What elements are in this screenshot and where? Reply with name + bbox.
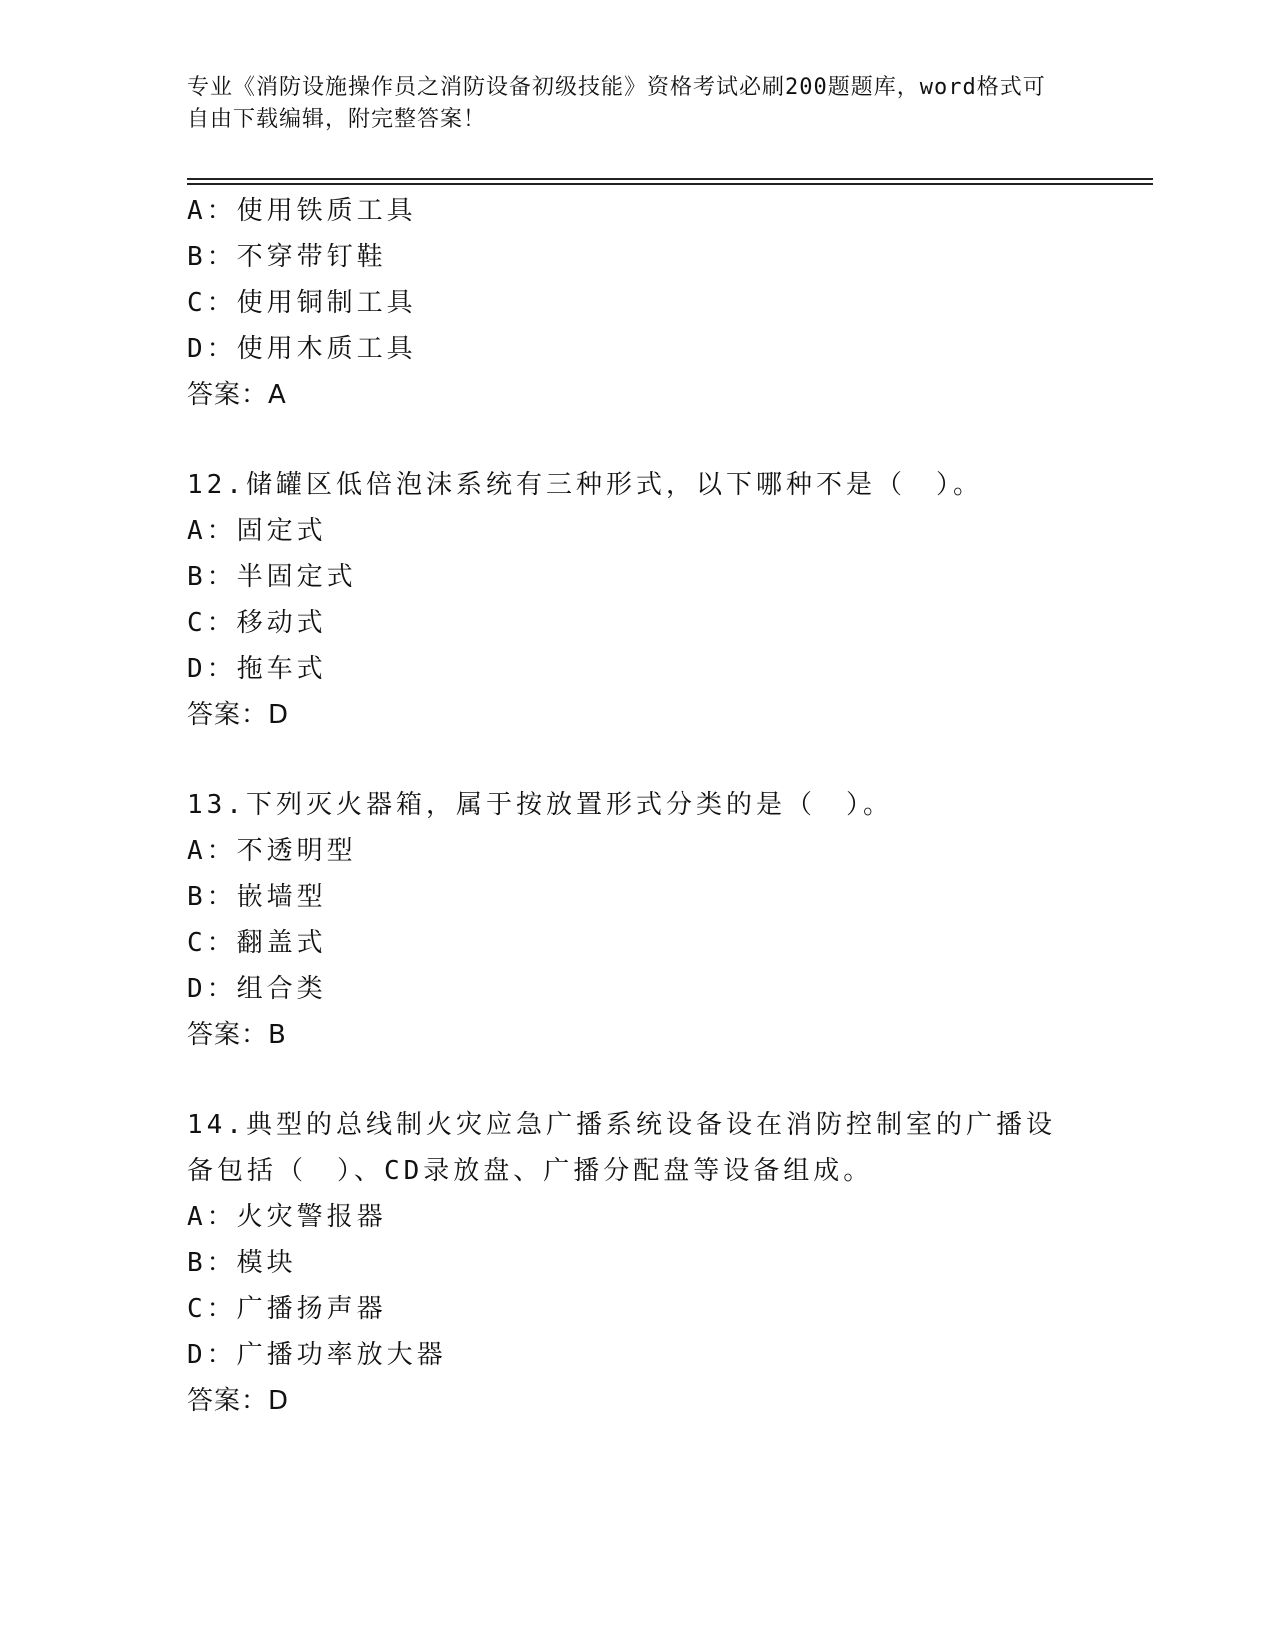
answer-line: 答案：B (187, 1020, 287, 1050)
answer-line: 答案：D (187, 700, 290, 730)
option-b: B：半固定式 (187, 562, 357, 592)
header-divider-top (187, 178, 1153, 180)
question-text: 14.典型的总线制火灾应急广播系统设备设在消防控制室的广播设备包括（ ）、CD录放盘、广播分配盘等设备组成。 (187, 1110, 1056, 1186)
option-a: A：固定式 (187, 516, 327, 546)
answer-line: 答案：A (187, 380, 287, 410)
option-b: B：模块 (187, 1248, 297, 1278)
document-header: 专业《消防设施操作员之消防设备初级技能》资格考试必刷200题题库，word格式可自由下载编辑，附完整答案！ (187, 75, 1046, 132)
header-divider-bottom (187, 183, 1153, 185)
option-c: C：广播扬声器 (187, 1294, 387, 1324)
option-a: A：火灾警报器 (187, 1202, 387, 1232)
option-c: C：翻盖式 (187, 928, 327, 958)
option-b: B：不穿带钉鞋 (187, 242, 387, 272)
question-block-12 (187, 462, 1087, 738)
option-c: C：使用铜制工具 (187, 288, 417, 318)
option-c: C：移动式 (187, 608, 327, 638)
option-d: D：组合类 (187, 974, 327, 1004)
question-text: 12.储罐区低倍泡沫系统有三种形式，以下哪种不是（ ）。 (187, 470, 983, 500)
answer-line: 答案：D (187, 1386, 290, 1416)
question-block-14 (187, 1102, 1087, 1424)
question-text: 13.下列灭火器箱，属于按放置形式分类的是（ ）。 (187, 790, 893, 820)
option-b: B：嵌墙型 (187, 882, 327, 912)
question-block-13 (187, 782, 1087, 1058)
option-a: A：不透明型 (187, 836, 357, 866)
question-list (187, 188, 1087, 1424)
option-a: A：使用铁质工具 (187, 196, 417, 226)
question-block-continued (187, 188, 1087, 418)
option-d: D：广播功率放大器 (187, 1340, 447, 1370)
option-d: D：拖车式 (187, 654, 327, 684)
option-d: D：使用木质工具 (187, 334, 417, 364)
